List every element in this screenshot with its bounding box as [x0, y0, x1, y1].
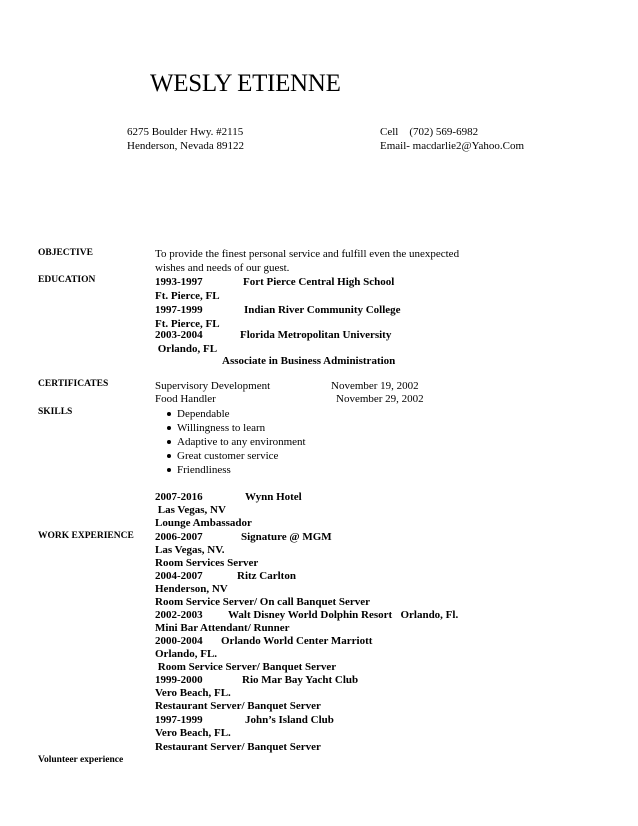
work-employer: Rio Mar Bay Yacht Club: [242, 674, 359, 686]
work-location: Orlando, FL.: [155, 648, 218, 660]
phone-number: Cell (702) 569-6982: [380, 126, 479, 138]
work-years: 2006-2007: [155, 531, 203, 543]
work-employer: Ritz Carlton: [237, 570, 296, 582]
certificate-name: Supervisory Development: [155, 380, 271, 392]
resume-name: WESLY ETIENNE: [150, 70, 341, 97]
skill-list-item: Great customer service: [177, 450, 278, 462]
education-location: Orlando, FL: [155, 343, 218, 355]
work-title: Mini Bar Attendant/ Runner: [155, 622, 290, 634]
work-location: Henderson, NV: [155, 583, 228, 595]
objective-line-2: wishes and needs of our guest.: [155, 262, 290, 274]
bullet-icon: [167, 468, 171, 472]
certificate-date: November 19, 2002: [331, 380, 419, 392]
education-school: Florida Metropolitan University: [240, 329, 392, 341]
address-line-2: Henderson, Nevada 89122: [127, 140, 244, 152]
label-volunteer-experience: Volunteer experience: [38, 755, 124, 765]
work-title: Room Service Server/ On call Banquet Server: [155, 596, 371, 608]
certificate-date: November 29, 2002: [336, 393, 424, 405]
label-skills: SKILLS: [38, 407, 73, 417]
work-employer: Walt Disney World Dolphin Resort Orlando, Fl.: [228, 609, 459, 621]
label-work-experience: WORK EXPERIENCE: [38, 531, 134, 541]
label-education: EDUCATION: [38, 275, 96, 285]
bullet-icon: [167, 440, 171, 444]
work-years: 1997-1999: [155, 714, 203, 726]
work-title: Lounge Ambassador: [155, 517, 252, 529]
education-years: 1993-1997: [155, 276, 203, 288]
skill-list-item: Adaptive to any environment: [177, 436, 306, 448]
work-location: Las Vegas, NV.: [155, 544, 225, 556]
work-title: Room Service Server/ Banquet Server: [155, 661, 337, 673]
certificate-name: Food Handler: [155, 393, 216, 405]
work-employer: Wynn Hotel: [245, 491, 302, 503]
work-years: 2004-2007: [155, 570, 203, 582]
education-years: 2003-2004: [155, 329, 203, 341]
education-school: Indian River Community College: [244, 304, 401, 316]
objective-line-1: To provide the finest personal service and fulfill even the unexpected: [155, 248, 460, 260]
work-employer: John’s Island Club: [245, 714, 334, 726]
email-address: Email- macdarlie2@Yahoo.Com: [380, 140, 525, 152]
work-location: Vero Beach, FL.: [155, 687, 231, 699]
education-years: 1997-1999: [155, 304, 203, 316]
work-location: Vero Beach, FL.: [155, 727, 231, 739]
contact-block: [380, 125, 524, 153]
work-years: 2007-2016: [155, 491, 203, 503]
work-title: Restaurant Server/ Banquet Server: [155, 700, 321, 712]
work-employer: Signature @ MGM: [241, 531, 332, 543]
skill-list-item: Friendliness: [177, 464, 231, 476]
work-years: 2000-2004: [155, 635, 203, 647]
education-school: Fort Pierce Central High School: [243, 276, 395, 288]
label-certificates: CERTIFICATES: [38, 379, 109, 389]
bullet-icon: [167, 412, 171, 416]
work-employer: Orlando World Center Marriott: [221, 635, 373, 647]
skill-list-item: Willingness to learn: [177, 422, 265, 434]
skill-list-item: Dependable: [177, 408, 230, 420]
work-years: 2002-2003: [155, 609, 203, 621]
label-objective: OBJECTIVE: [38, 248, 93, 258]
bullet-icon: [167, 426, 171, 430]
work-years: 1999-2000: [155, 674, 203, 686]
address-line-1: 6275 Boulder Hwy. #2115: [127, 126, 244, 138]
address-block: [127, 125, 244, 153]
work-title: Restaurant Server/ Banquet Server: [155, 741, 321, 753]
work-title: Room Services Server: [155, 557, 259, 569]
work-location: Las Vegas, NV: [155, 504, 226, 516]
bullet-icon: [167, 454, 171, 458]
education-location: Ft. Pierce, FL: [155, 290, 220, 302]
education-location: Ft. Pierce, FL: [155, 318, 220, 330]
degree: Associate in Business Administration: [222, 355, 396, 367]
